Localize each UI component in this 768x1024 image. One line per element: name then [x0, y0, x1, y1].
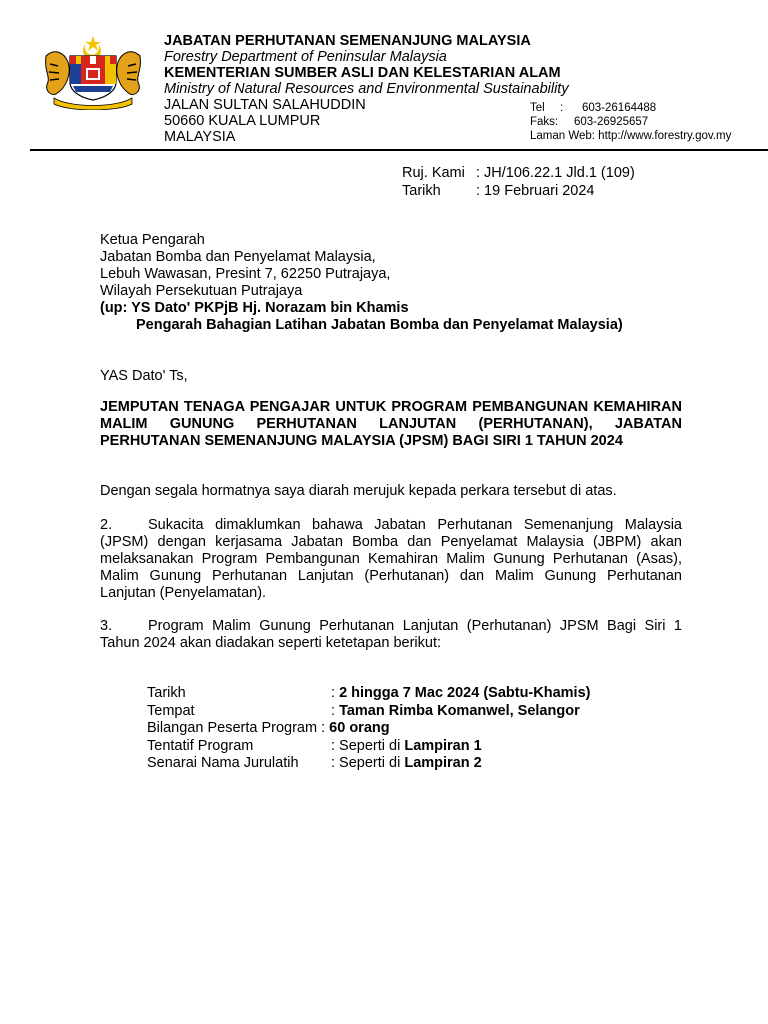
- salutation: YAS Dato' Ts,: [100, 368, 188, 384]
- detail-row-participants: [147, 720, 590, 738]
- malaysia-coat-of-arms-icon: [40, 34, 146, 110]
- detail-label: Tarikh: [147, 685, 186, 701]
- website: Laman Web: http://www.forestry.gov.my: [530, 130, 732, 142]
- date-value: : 19 Februari 2024: [476, 183, 595, 199]
- detail-value: Lampiran 1: [404, 737, 482, 754]
- detail-row-venue: [147, 703, 590, 721]
- fax-value: 603-26925657: [574, 116, 649, 128]
- recipient-line-1: Ketua Pengarah: [100, 232, 205, 248]
- org-name-en: Forestry Department of Peninsular Malaysia: [164, 49, 447, 65]
- attention-line-2: Pengarah Bahagian Latihan Jabatan Bomba dan Penyelamat Malaysia): [136, 317, 623, 333]
- paragraph-1: Dengan segala hormatnya saya diarah merujuk kepada perkara tersebut di atas.: [100, 483, 617, 499]
- date-label: Tarikh: [402, 183, 441, 199]
- fax-label: Faks:: [530, 116, 559, 128]
- paragraph-3: [100, 618, 682, 652]
- paragraph-2: [100, 517, 682, 602]
- address-line-3: MALAYSIA: [164, 129, 236, 145]
- address-line-2: 50660 KUALA LUMPUR: [164, 113, 321, 129]
- paragraph-2-number: 2.: [100, 517, 113, 533]
- ministry-name-ms: KEMENTERIAN SUMBER ASLI DAN KELESTARIAN ALAM: [164, 65, 561, 81]
- program-details: [147, 685, 590, 773]
- detail-row-date: [147, 685, 590, 703]
- tel-label: Tel: [530, 102, 545, 114]
- paragraph-2-text: Sukacita dimaklumkan bahawa Jabatan Perhutanan Semenanjung Malaysia (JPSM) dengan kerjasama Jabatan Bomba dan Penyelamat Malaysia (JBPM) akan melaksanakan Program Pembangunan Kemahiran Malim Gunung Perhutanan (Asas), Malim Gunung Perhutanan Lanjutan (Perhutanan) dan Malim Gunung Perhutanan Lanjutan (Penyelamatan).: [100, 517, 682, 601]
- detail-prefix: :: [317, 720, 330, 736]
- attention-line-1: (up: YS Dato' PKPjB Hj. Norazam bin Khamis: [100, 300, 409, 316]
- detail-label: Senarai Nama Jurulatih: [147, 755, 299, 771]
- recipient-line-4: Wilayah Persekutuan Putrajaya: [100, 283, 303, 299]
- detail-row-schedule: [147, 738, 590, 756]
- date-row: [402, 182, 635, 200]
- detail-value: 2 hingga 7 Mac 2024 (Sabtu-Khamis): [339, 685, 591, 701]
- detail-prefix: :: [331, 685, 340, 701]
- reference-row: [402, 164, 635, 182]
- paragraph-3-number: 3.: [100, 618, 113, 634]
- reference-value: : JH/106.22.1 Jld.1 (109): [476, 165, 635, 181]
- tel-separator: :: [560, 102, 564, 114]
- subject-heading: JEMPUTAN TENAGA PENGAJAR UNTUK PROGRAM PEMBANGUNAN KEMAHIRAN MALIM GUNUNG PERHUTANAN LANJUTAN (PERHUTANAN), JABATAN PERHUTANAN SEMENANJUNG MALAYSIA (JPSM) BAGI SIRI 1 TAHUN 2024: [100, 399, 682, 449]
- recipient-address: [100, 232, 682, 334]
- contact-block: [530, 101, 731, 143]
- fax-row: [530, 115, 731, 129]
- detail-row-trainers: [147, 755, 590, 773]
- reference-label: Ruj. Kami: [402, 165, 465, 181]
- detail-label: Tempat: [147, 702, 195, 719]
- recipient-line-3: Lebuh Wawasan, Presint 7, 62250 Putrajaya,: [100, 266, 391, 282]
- detail-label: Tentatif Program: [147, 737, 254, 754]
- header-divider: [30, 149, 768, 151]
- address-line-1: JALAN SULTAN SALAHUDDIN: [164, 97, 366, 113]
- reference-block: [402, 164, 635, 200]
- letterhead: [164, 33, 584, 145]
- detail-prefix: : Seperti di: [331, 737, 405, 754]
- paragraph-3-text: Program Malim Gunung Perhutanan Lanjutan (Perhutanan) JPSM Bagi Siri 1 Tahun 2024 akan diadakan seperti ketetapan berikut:: [100, 618, 682, 651]
- tel-row: [530, 101, 731, 115]
- detail-label: Bilangan Peserta Program: [147, 720, 318, 736]
- detail-value: 60 orang: [329, 720, 390, 736]
- detail-value: Lampiran 2: [404, 755, 482, 771]
- org-name-ms: JABATAN PERHUTANAN SEMENANJUNG MALAYSIA: [164, 33, 531, 49]
- detail-prefix: :: [331, 702, 340, 719]
- tel-value: 603-26164488: [582, 102, 657, 114]
- recipient-line-2: Jabatan Bomba dan Penyelamat Malaysia,: [100, 249, 376, 265]
- detail-value: Taman Rimba Komanwel, Selangor: [339, 702, 580, 719]
- detail-prefix: : Seperti di: [331, 755, 405, 771]
- ministry-name-en: Ministry of Natural Resources and Environmental Sustainability: [164, 81, 569, 97]
